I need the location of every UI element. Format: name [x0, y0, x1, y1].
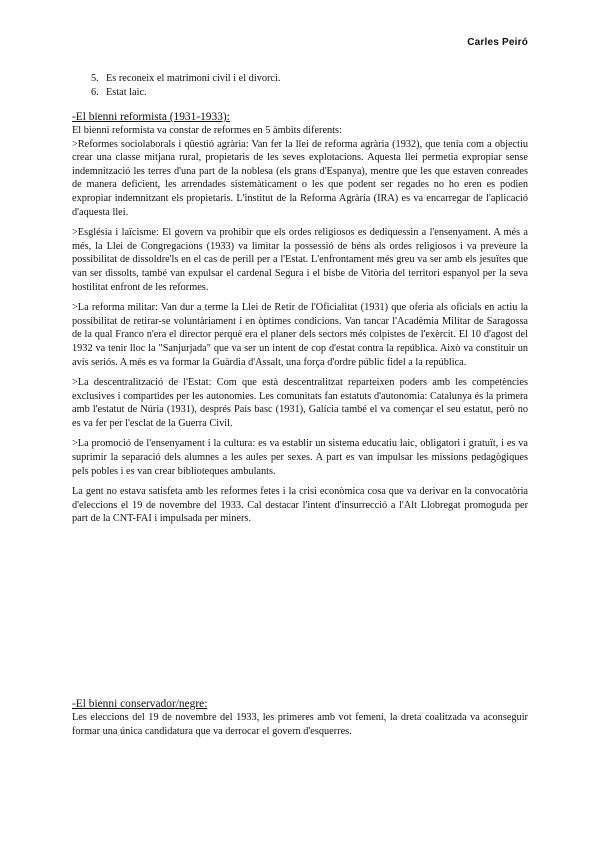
list-item-text: Es reconeix el matrimoni civil i el divorci. [106, 73, 281, 84]
section-bienni-reformista [72, 110, 528, 533]
paragraph-esglesia-laicisme: >Església i laïcisme: El govern va prohibir que els ordes religiosos es dediquessin a l'ensenyament. A més a més, la Llei de Congregacions (1933) va limitar la possessió de béns als ordes religiosos i va preveure la possibilitat de dissoldre'ls en el cas de perill per a l'Estat. L'enfrontament més greu va ser amb els jesuïtes que van ser dissolts, també van expulsar el cardenal Segura i el bisbe de Vitòria del territori espanyol per la seva hostilitat enfront de les reformes. [72, 227, 528, 293]
paragraph-reformes-sociolaborals: >Reformes sociolaborals i qüestió agrària: Van fer la llei de reforma agrària (1932), que tenia com a objectiu crear una classe mitjana rural, propietaris de les seves explotacions. Aquesta llei permetia expropiar sense indemnització les terres d'una part de la noblesa (els grans d'Espanya), mentre que les que estaven conreades de manera deficient, les arrendades sistemàticament o les que podent ser regades no ho eren es podien expropiar indemnitzant els propietaris. L'institut de la Reforma Agrària (IRA) es va encarregar de l'aplicació d'aquesta llei. [72, 138, 528, 218]
paragraph-conclusio: La gent no estava satisfeta amb les reformes fetes i la crisi econòmica cosa que va derivar en la convocatòria d'eleccions el 19 de novembre del 1933. Cal destacar l'intent d'insurrecció a l'Alt Llobregat promoguda per part de la CNT-FAI i impulsada per miners. [72, 486, 528, 525]
list-item-text: Estat laic. [106, 87, 147, 98]
list-item-number: 5. [91, 73, 99, 84]
paragraph-eleccions-1933: Les eleccions del 19 de novembre del 1933, les primeres amb vot femení, la dreta coalitzada va aconseguir formar una única candidatura que va derrocar el govern d'esquerres. [72, 712, 528, 737]
paragraph-descentralitzacio: >La descentralització de l'Estat: Com que està descentralitzat reparteixen poders amb les competències exclusives i compartides per les autonomies. Les comunitats fan estatuts d'autonomia: Catalunya és la primera amb l'estatut de Núria (1931), després País basc (1931), Galícia també el va començar el seu estatut, però no es va fer per l'esclat de la Guerra Civil. [72, 377, 528, 429]
section-intro: El bienni reformista va constar de reformes en 5 àmbits diferents: [72, 125, 342, 136]
numbered-list [91, 72, 280, 100]
page-header-author: Carles Peiró [467, 37, 528, 48]
section-heading: -El bienni reformista (1931-1933): [72, 111, 230, 123]
list-item [91, 86, 280, 100]
section-bienni-conservador [72, 697, 528, 745]
list-item [91, 72, 280, 86]
section-heading: -El bienni conservador/negre: [72, 698, 208, 710]
paragraph-ensenyament-cultura: >La promoció de l'ensenyament i la cultura: es va establir un sistema educatiu laic, obligatori i gratuït, i es va suprimir la separació dels alumnes a les aules per sexes. A part es van impulsar les missions pedagògiques pels pobles i es van crear biblioteques ambulants. [72, 438, 528, 477]
list-item-number: 6. [91, 87, 99, 98]
paragraph-reforma-militar: >La reforma militar: Van dur a terme la Llei de Retir de l'Oficialitat (1931) que oferia als oficials en actiu la possibilitat de retirar-se voluntàriament i en òptimes condicions. Van tancar l'Acadèmia Militar de Saragossa de la qual Franco n'era el director perquè era el planer dels sectors més colpistes de l'exèrcit. El 10 d'agost del 1932 va tenir lloc la "Sanjurjada" que va ser un intent de cop d'estat contra la república. Això va constituir un avís seriós. A més es va formar la Guàrdia d'Assalt, una força d'ordre públic fidel a la república. [72, 302, 528, 368]
